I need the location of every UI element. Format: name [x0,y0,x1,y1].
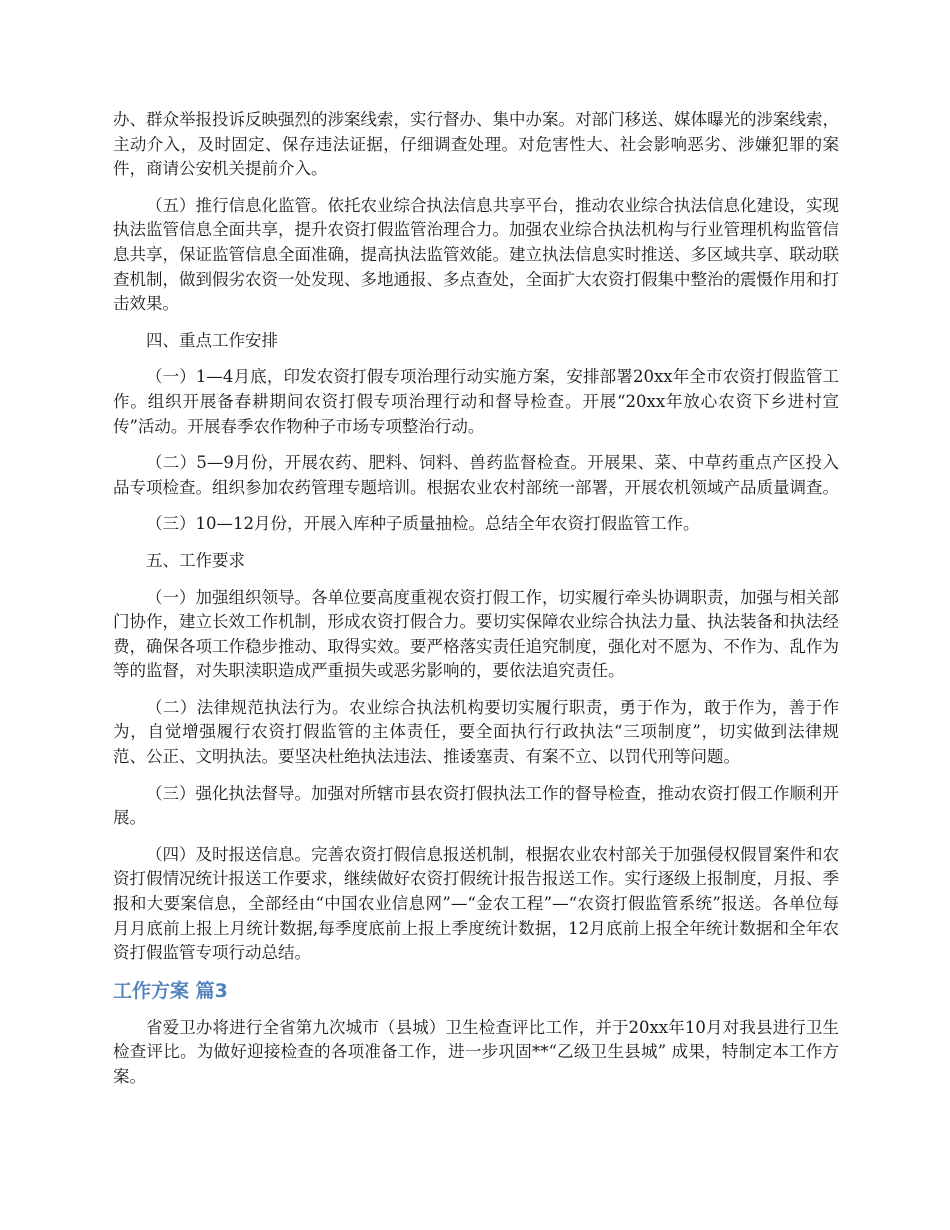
paragraph-arrangement-may-sep: （二）5—9月份，开展农药、肥料、饲料、兽药监督检查。开展果、菜、中草药重点产区投入品专项检查。组织参加农药管理专题培训。根据农业农村部统一部署，开展农机领域产品质量调查。 [113,453,839,497]
paragraph-arrangement-jan-apr: （一）1—4月底，印发农资打假专项治理行动实施方案，安排部署20xx年全市农资打假监管工作。组织开展备春耕期间农资打假专项治理行动和督导检查。开展“20xx年放心农资下乡进村宣传”活动。开展春季农作物种子市场专项整治行动。 [113,367,839,436]
paragraph-arrangement-oct-dec: （三）10—12月份，开展入库种子质量抽检。总结全年农资打假监管工作。 [146,514,700,534]
document-page [113,108,839,1102]
heading-key-work-arrangements: 四、重点工作安排 [146,330,278,350]
heading-work-requirements: 五、工作要求 [146,550,245,570]
paragraph-organizational-leadership: （一）加强组织领导。各单位要高度重视农资打假工作，切实履行牵头协调职责，加强与相关部门协作，建立长效工作机制，形成农资打假合力。要切实保障农业综合执法力量、执法装备和执法经费，确保各项工作稳步推动、取得实效。要严格落实责任追究制度，强化对不愿为、不作为、乱作为等的监督，对失职渎职造成严重损失或恶劣影响的，要依法追究责任。 [113,587,839,681]
paragraph-information-reporting: （四）及时报送信息。完善农资打假信息报送机制，根据农业农村部关于加强侵权假冒案件和农资打假情况统计报送工作要求，继续做好农资打假统计报告报送工作。实行逐级上报制度，月报、季报和大要案信息，全部经由“中国农业信息网”—“金农工程”—“农资打假监管系统”报送。各单位每月月底前上报上月统计数据,每季度底前上报上季度统计数据，12月底前上报全年统计数据和全年农资打假监管专项行动总结。 [113,844,839,963]
paragraph-continued-case-handling: 办、群众举报投诉反映强烈的涉案线索，实行督办、集中办案。对部门移送、媒体曝光的涉案线索，主动介入，及时固定、保存违法证据，仔细调查处理。对危害性大、社会影响恶劣、涉嫌犯罪的案件，商请公安机关提前介入。 [113,110,839,179]
paragraph-standardized-enforcement: （二）法律规范执法行为。农业综合执法机构要切实履行职责，勇于作为，敢于作为，善于作为，自觉增强履行农资打假监管的主体责任，要全面执行行政执法“三项制度”，切实做到法律规范、公正、文明执法。要坚决杜绝执法违法、推诿塞责、有案不立、以罚代刑等问题。 [113,697,839,767]
section-title: 工作方案 篇3 [113,979,228,1002]
paragraph-enforcement-supervision: （三）强化执法督导。加强对所辖市县农资打假执法工作的督导检查，推动农资打假工作顺利开展。 [113,783,839,828]
paragraph-health-inspection-plan: 省爱卫办将进行全省第九次城市（县城）卫生检查评比工作，并于20xx年10月对我县进行卫生检查评比。为做好迎接检查的各项准备工作，进一步巩固**“乙级卫生县城” 成果，特制定本工作方案。 [113,1017,839,1086]
paragraph-informatized-supervision: （五）推行信息化监管。依托农业综合执法信息共享平台，推动农业综合执法信息化建设，实现执法监管信息全面共享，提升农资打假监管治理合力。加强农业综合执法机构与行业管理机构监管信息共享，保证监管信息全面准确，提高执法监管效能。建立执法信息实时推送、多区域共享、联动联查机制，做到假劣农资一处发现、多地通报、多点查处，全面扩大农资打假集中整治的震慑作用和打击效果。 [113,195,839,314]
